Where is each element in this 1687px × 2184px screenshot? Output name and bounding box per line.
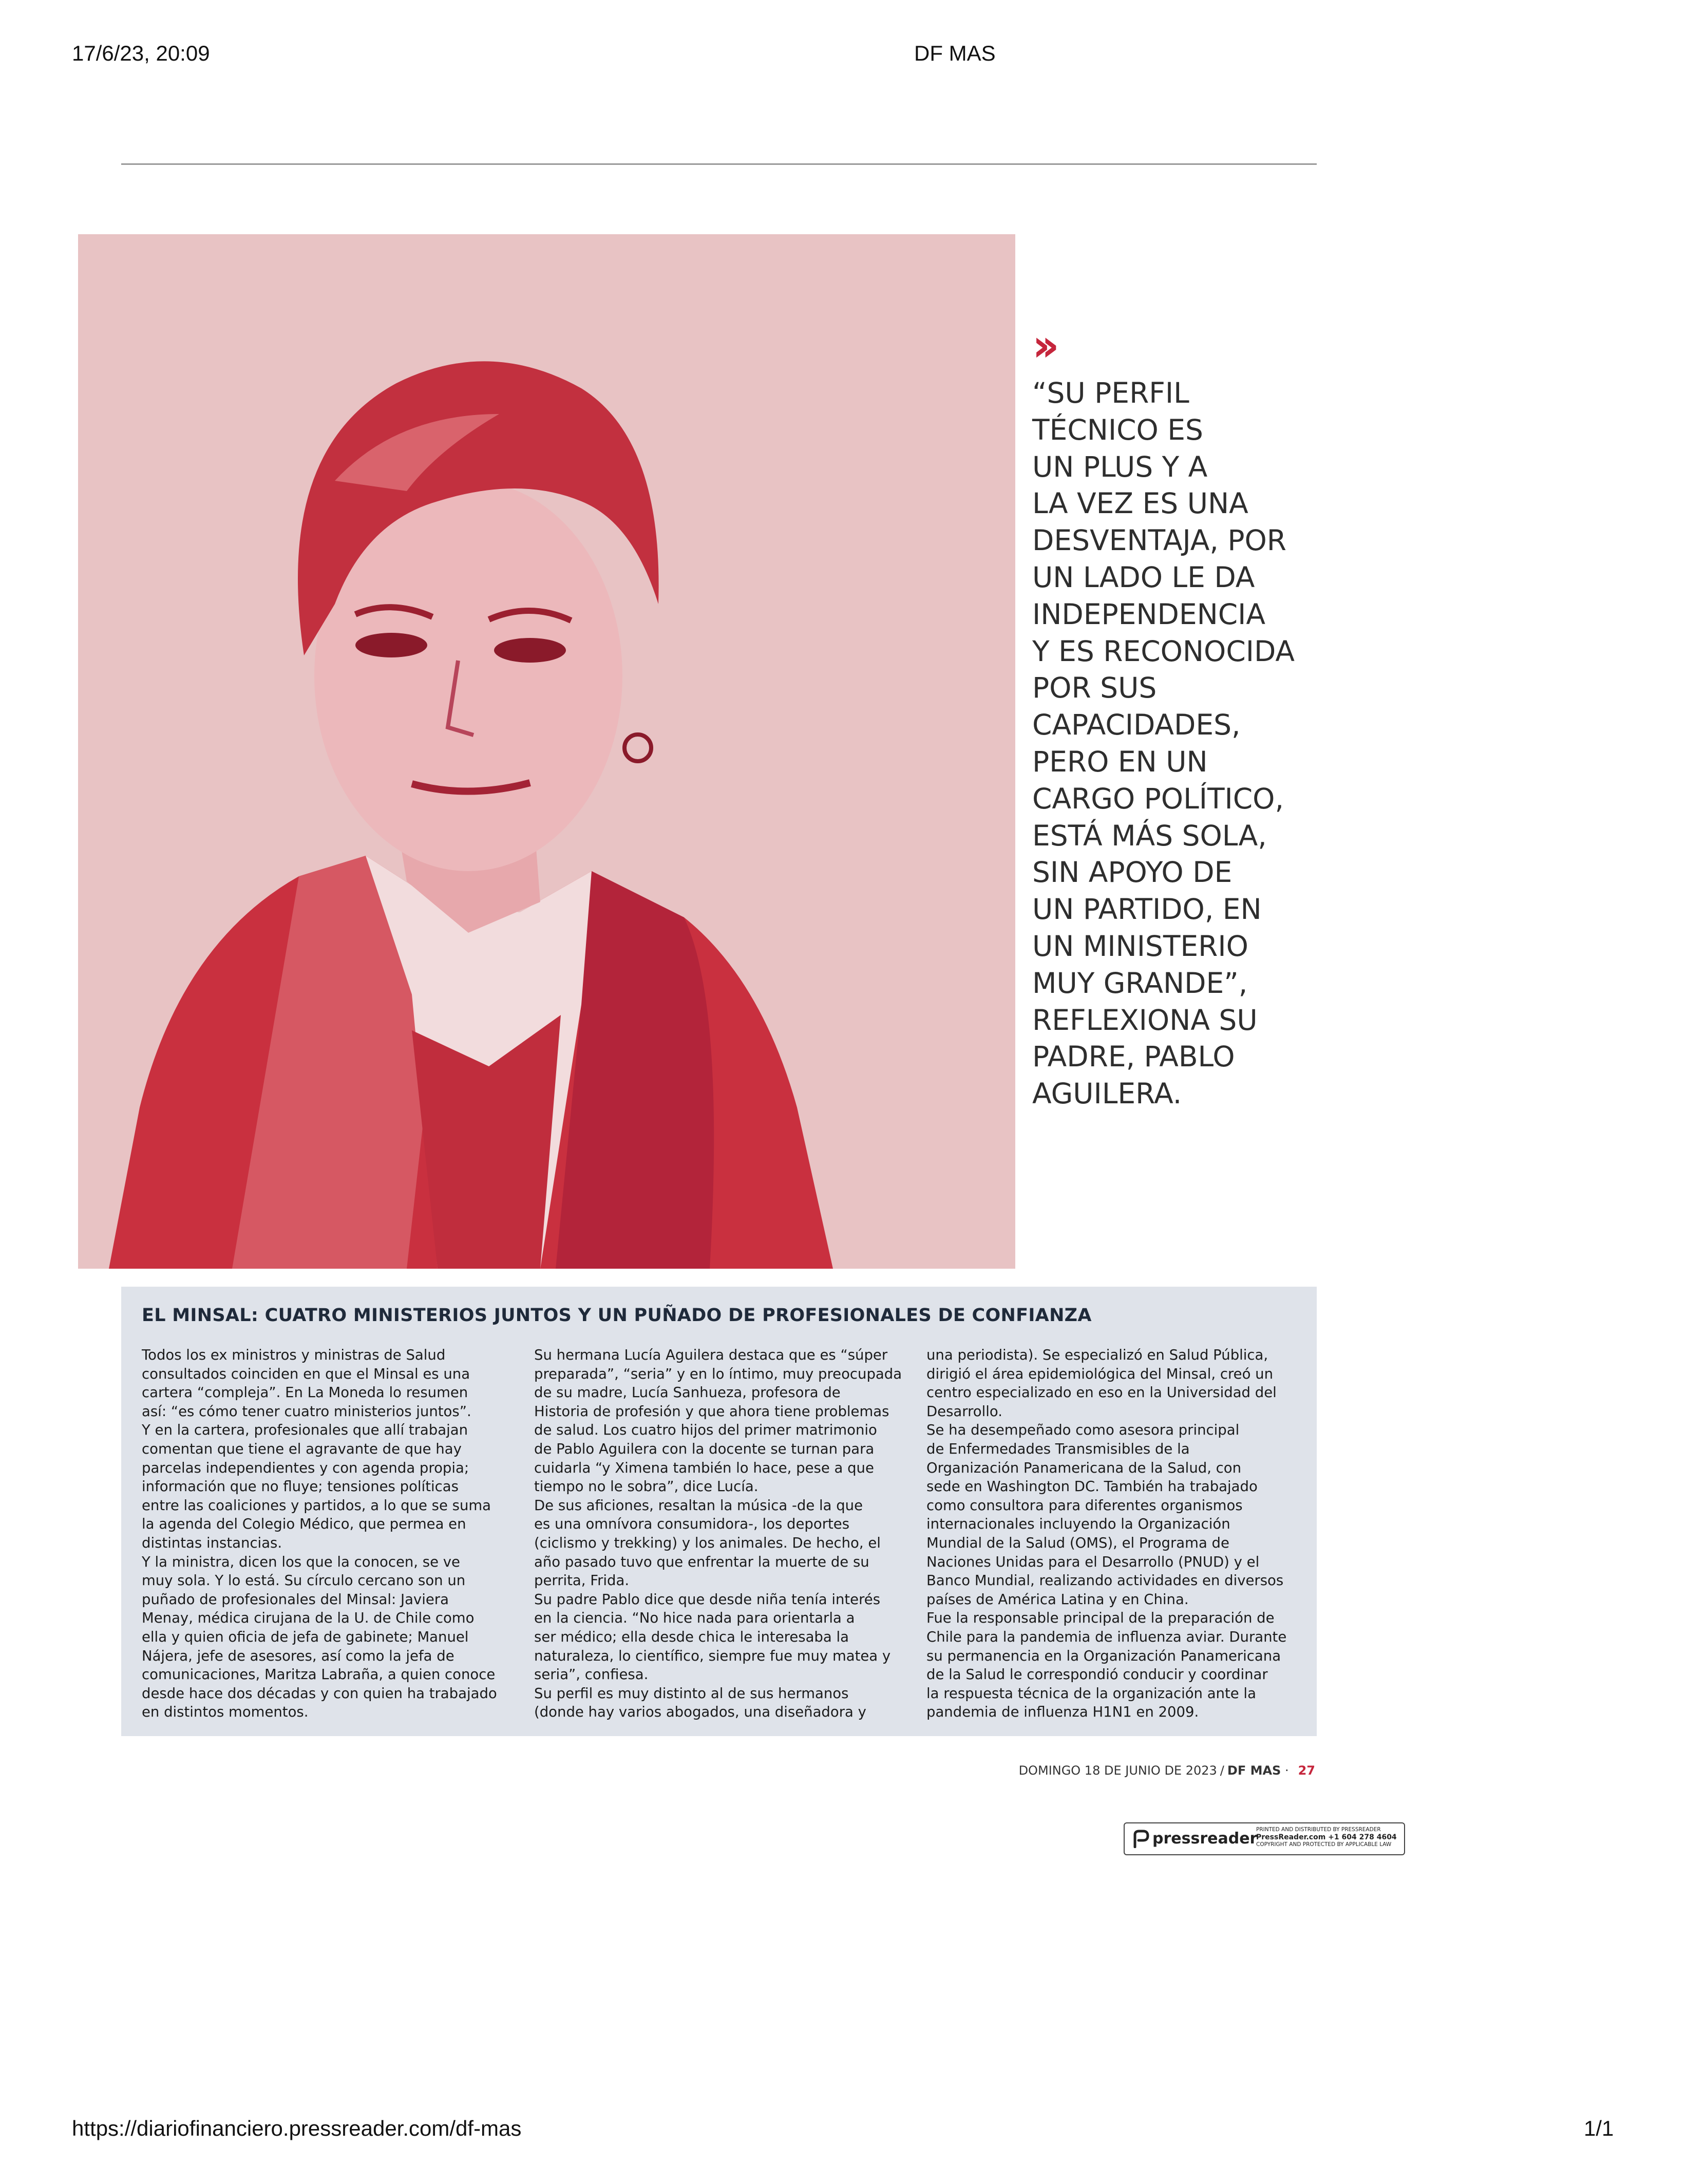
dateline-section: DF MAS (1227, 1763, 1281, 1778)
sidebar-column-1: Todos los ex ministros y ministras de Salud consultados coinciden en que el Minsal es una cartera “compleja”. En La Moneda lo resumen así: “es cómo tener cuatro ministerios juntos”. Y en la cartera, profesionales que allí trabajan comentan que tiene el agravante de que hay parcelas independientes y con agenda propia; información que no fluye; tensiones políticas entre las coaliciones y partidos, a lo que se suma la agenda del Colegio Médico, que permea en distintas instancias. Y la ministra, dicen los que la conocen, se ve muy sola. Y lo está. Su círculo cercano son un puñado de profesionales del Minsal: Javiera Menay, médica cirujana de la U. de Chile como ella y quien oficia de jefa de gabinete; Manuel Nájera, jefe de asesores, así como la jefa de comunicaciones, Maritza Labraña, a quien conoce desde hace dos décadas y con quien ha trabajado en distintos momentos. (142, 1347, 497, 1721)
pressreader-line-2: PressReader.com +1 604 278 4604 (1256, 1833, 1397, 1841)
dateline-bullet: · (1284, 1763, 1289, 1778)
browser-print-title: DF MAS (914, 41, 996, 65)
page-dateline (1019, 1763, 1315, 1778)
dateline-date: DOMINGO 18 DE JUNIO DE 2023 (1018, 1763, 1217, 1778)
pressreader-legal (1256, 1827, 1400, 1848)
portrait-illustration (78, 234, 1015, 1269)
sidebar-box (121, 1287, 1317, 1736)
browser-print-page-count: 1/1 (1584, 2116, 1614, 2140)
dateline-separator: / (1220, 1763, 1224, 1778)
pressreader-logo-text: pressreader (1152, 1830, 1258, 1848)
pressreader-badge (1124, 1822, 1405, 1855)
browser-print-datetime: 17/6/23, 20:09 (72, 41, 210, 65)
pull-quote (1032, 320, 1320, 1113)
pull-quote-text: “SU PERFIL TÉCNICO ES UN PLUS Y A LA VEZ ES UNA DESVENTAJA, POR UN LADO LE DA INDEPENDENCIA Y ES RECONOCIDA POR SUS CAPACIDADES, PERO EN UN CARGO POLÍTICO, ESTÁ MÁS SOLA, SIN APOYO DE UN PARTIDO, EN UN MINISTERIO MUY GRANDE”, REFLEXIONA SU PADRE, PABLO AGUILERA. (1032, 376, 1295, 1110)
pressreader-line-3: COPYRIGHT AND PROTECTED BY APPLICABLE LAW (1256, 1841, 1392, 1848)
sidebar-column-2: Su hermana Lucía Aguilera destaca que es “súper preparada”, “seria” y en lo íntimo, muy preocupada de su madre, Lucía Sanhueza, profesora de Historia de profesión y que ahora tiene problemas de salud. Los cuatro hijos del primer matrimonio de Pablo Aguilera con la docente se turnan para cuidarla “y Ximena también lo hace, pese a que tiempo no le sobra”, dice Lucía. De sus aficiones, resaltan la música -de la que es una omnívora consumidora-, los deportes (ciclismo y trekking) y los animales. De hecho, el año pasado tuvo que enfrentar la muerte de su perrita, Frida. Su padre Pablo dice que desde niña tenía interés en la ciencia. “No hice nada para orientarla a ser médico; ella desde chica le interesaba la naturaleza, lo científico, siempre fue muy matea y seria”, confiesa. Su perfil es muy distinto al de sus hermanos (donde hay varios abogados, una diseñadora y (534, 1347, 902, 1721)
pressreader-line-1: PRINTED AND DISTRIBUTED BY PRESSREADER (1256, 1827, 1381, 1833)
sidebar-title: EL MINSAL: CUATRO MINISTERIOS JUNTOS Y UN PUÑADO DE PROFESIONALES DE CONFIANZA (142, 1305, 1092, 1326)
chevron-right-icon: ›› (1032, 320, 1050, 371)
pressreader-logo-icon (1132, 1830, 1149, 1848)
browser-print-url: https://diariofinanciero.pressreader.com/df-mas (72, 2116, 522, 2140)
sidebar-column-3: una periodista). Se especializó en Salud Pública, dirigió el área epidemiológica del Minsal, creó un centro especializado en eso en la Universidad del Desarrollo. Se ha desempeñado como asesora principal de Enfermedades Transmisibles de la Organización Panamericana de la Salud, con sede en Washington DC. También ha trabajado como consultora para diferentes organismos internacionales incluyendo la Organización Mundial de la Salud (OMS), el Programa de Naciones Unidas para el Desarrollo (PNUD) y el Banco Mundial, realizando actividades en diversos países de América Latina y en China. Fue la responsable principal de la preparación de Chile para la pandemia de influenza aviar. Durante su permanencia en la Organización Panamericana de la Salud le correspondió conducir y coordinar la respuesta técnica de la organización ante la pandemia de influenza H1N1 en 2009. (926, 1347, 1287, 1721)
page-number: 27 (1298, 1763, 1315, 1778)
top-divider (121, 163, 1317, 165)
